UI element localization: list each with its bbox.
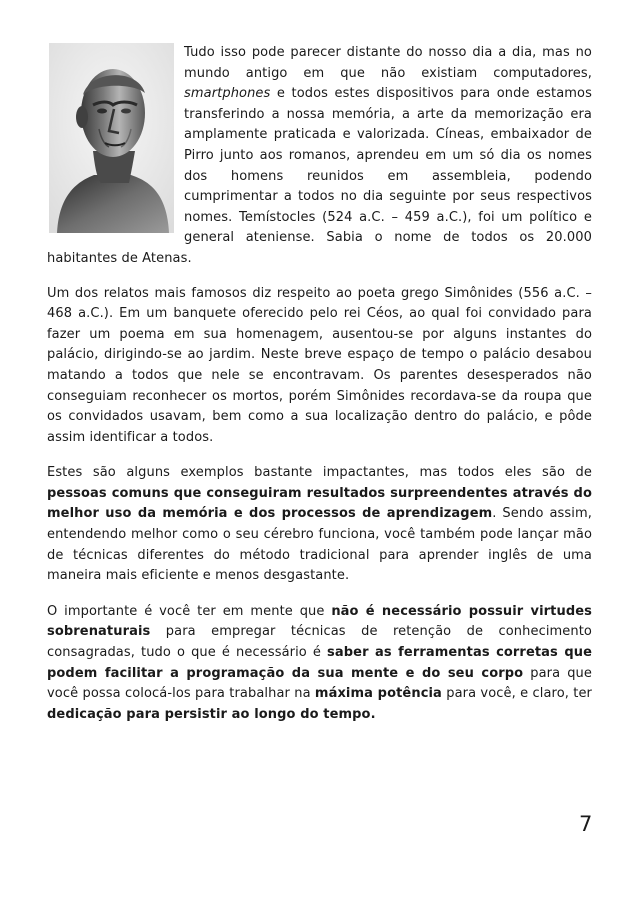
- paragraph-4: [47, 602, 592, 726]
- text-segment: para você, e claro, ter: [441, 686, 592, 702]
- text-segment: máxima potência: [314, 686, 442, 702]
- text-segment: smartphones: [184, 86, 271, 102]
- text-segment: para que você possa colocá-los para trabalhar na: [47, 665, 592, 702]
- text-segment: Um dos relatos mais famosos diz respeito ao poeta grego Simônides (556 a.C. – 468 a.C.). Em um banquete oferecido pelo rei Céos, ao qual foi convidado para fazer um poema em sua homenagem, ausentou-se por alguns instantes do palácio, dirigindo-se ao jardim. Neste breve espaço de tempo o palácio desabou matando a todos que nele se encontravam. Os parentes desesperados não conseguiam reconhecer os mortos, porém Simônides recordava-se da roupa que os convidados usavam, bem como a sua localização dentro do palácio, e pôde assim identificar a todos.: [47, 285, 592, 445]
- bust-portrait-drawing: [49, 43, 174, 233]
- paragraph-3: [47, 463, 592, 587]
- bust-portrait-image: [49, 43, 174, 233]
- text-segment: saber as ferramentas corretas que podem facilitar a programação da sua mente e do seu corpo: [47, 645, 592, 681]
- document-page: [47, 43, 592, 740]
- text-segment: O importante é você ter em mente que: [47, 603, 332, 619]
- text-segment: Estes são alguns exemplos bastante impactantes, mas todos eles são de: [47, 465, 592, 481]
- text-segment: pessoas comuns que conseguiram resultados surpreendentes através do melhor uso da memória e dos processos de aprendizagem: [47, 485, 592, 522]
- text-segment: dedicação para persistir ao longo do tempo.: [47, 706, 376, 722]
- text-segment: Tudo isso pode parecer distante do nosso dia a dia, mas no mundo antigo em que não existiam computadores,: [184, 45, 592, 81]
- text-segment: e todos estes dispositivos para onde estamos transferindo a nossa memória, a arte da memorização era amplamente praticada e valorizada. Cíneas, embaixador de Pirro junto aos romanos, aprendeu em um só dia os nomes dos homens reunidos em assembleia, podendo cumprimentar a todos no dia seguinte por seus respectivos nomes. Temístocles (524 a.C. – 459 a.C.), foi um político e general ateniense. Sabia o nome de todos os 20.000 habitantes de Atenas.: [47, 86, 592, 266]
- text-segment: para empregar técnicas de retenção de conhecimento consagradas, tudo o que é necessário é: [47, 624, 592, 661]
- text-segment: não é necessário possuir virtudes sobrenaturais: [47, 603, 592, 640]
- text-segment: . Sendo assim, entendendo melhor como o seu cérebro funciona, você também pode lançar mão de técnicas diferentes do método tradicional para aprender inglês de uma maneira mais eficiente e menos desgastante.: [47, 506, 592, 584]
- paragraph-2: [47, 284, 592, 449]
- page-number: 7: [579, 812, 593, 836]
